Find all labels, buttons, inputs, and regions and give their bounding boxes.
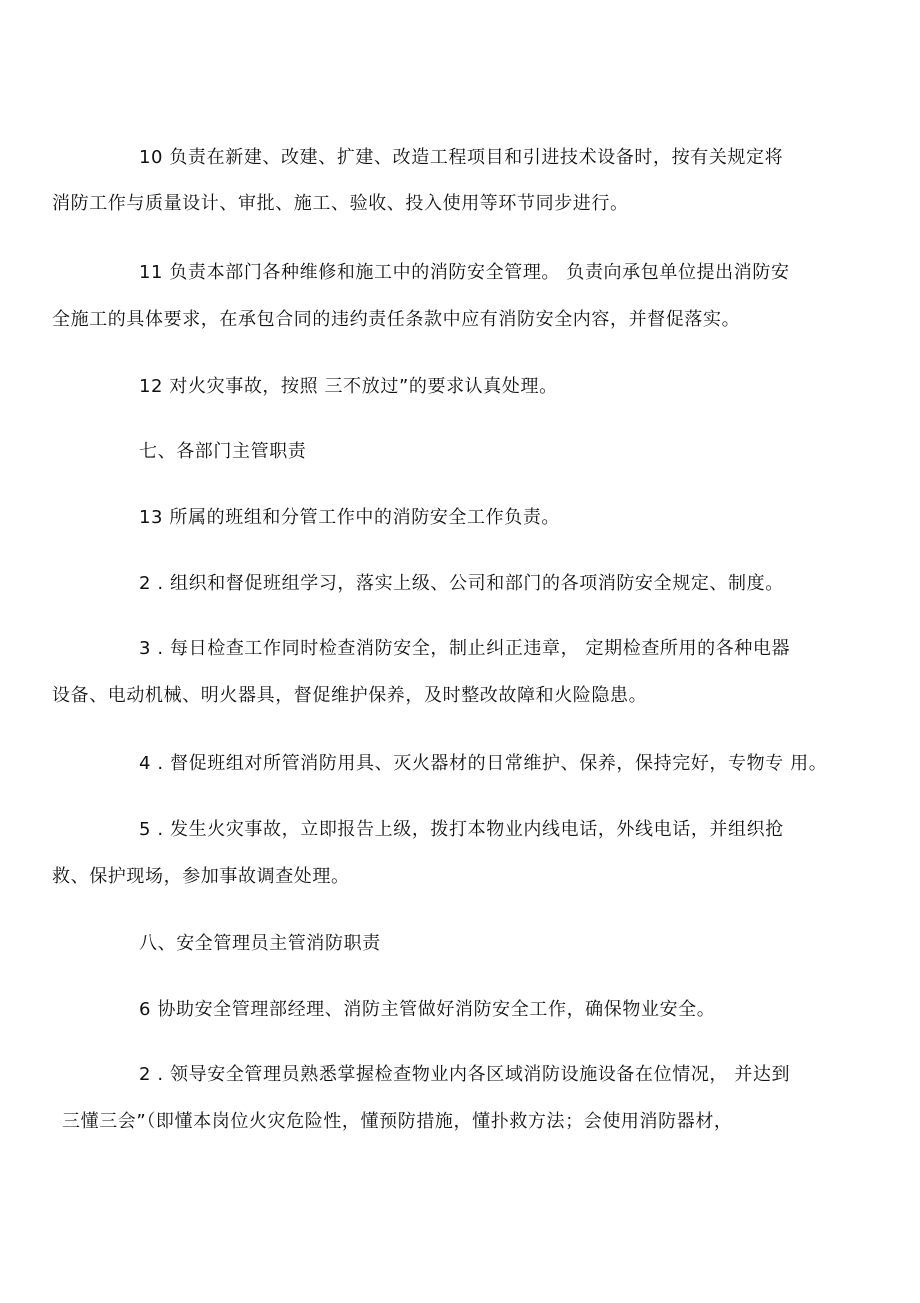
paragraph-12: 12 对火灾事故，按照 三不放过”的要求认真处理。 [139,376,558,397]
paragraph-2-officer-line-1: 2 . 领导安全管理员熟悉掌握检查物业内各区域消防设施设备在位情况， 并达到 [139,1064,791,1085]
paragraph-4: 4 . 督促班组对所管消防用具、灭火器材的日常维护、保养，保持完好，专物专 用。 [139,753,828,774]
section-heading-8: 八、安全管理员主管消防职责 [139,933,381,954]
paragraph-2-officer-line-2: 三懂三会”（即懂本岗位火灾危险性，懂预防措施，懂扑救方法；会使用消防器材， [62,1111,733,1132]
paragraph-13: 13 所属的班组和分管工作中的消防安全工作负责。 [139,507,561,528]
paragraph-11-line-1: 11 负责本部门各种维修和施工中的消防安全管理。 负责向承包单位提出消防安 [139,262,790,283]
section-heading-7: 七、各部门主管职责 [139,441,307,462]
paragraph-3-line-2: 设备、电动机械、明火器具，督促维护保养，及时整改故障和火险隐患。 [52,685,648,706]
paragraph-10-line-2: 消防工作与质量设计、审批、施工、验收、投入使用等环节同步进行。 [52,193,629,214]
paragraph-10-line-1: 10 负责在新建、改建、扩建、改造工程项目和引进技术设备时，按有关规定将 [139,147,784,168]
paragraph-11-line-2: 全施工的具体要求，在承包合同的违约责任条款中应有消防安全内容，并督促落实。 [52,309,741,330]
paragraph-2-supervisor: 2 . 组织和督促班组学习，落实上级、公司和部门的各项消防安全规定、制度。 [139,573,784,594]
paragraph-3-line-1: 3 . 每日检查工作同时检查消防安全，制止纠正违章， 定期检查所用的各种电器 [139,638,791,659]
paragraph-6: 6 协助安全管理部经理、消防主管做好消防安全工作，确保物业安全。 [139,999,716,1020]
paragraph-5-line-1: 5 . 发生火灾事故，立即报告上级，拨打本物业内线电话，外线电话，并组织抢 [139,819,784,840]
paragraph-5-line-2: 救、保护现场，参加事故调查处理。 [52,866,350,887]
